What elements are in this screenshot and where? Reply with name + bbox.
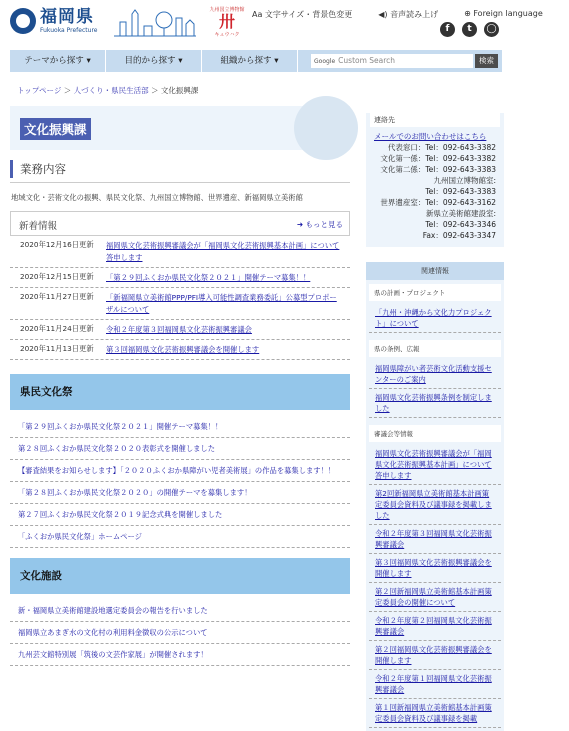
facilities-heading: 文化施設 <box>10 558 350 594</box>
site-logo[interactable] <box>10 8 97 34</box>
line-icon[interactable]: ◯ <box>484 22 499 37</box>
text-size-link[interactable]: Aa 文字サイズ・背景色変更 <box>252 10 353 19</box>
nav-tab-theme[interactable]: テーマから探す ▾ <box>10 50 106 72</box>
related-link[interactable]: 第２回福岡県文化芸術振興審議会を開催します <box>369 641 501 670</box>
related-link[interactable]: 第３回福岡県文化芸術振興審議会を開催します <box>369 554 501 583</box>
nav-tab-purpose[interactable]: 目的から探す ▾ <box>106 50 202 72</box>
related-link[interactable]: 令和２年度第２回福岡県文化芸術振興審議会 <box>369 612 501 641</box>
news-item: 2020年11月27日更新 「新福岡県立美術館PPP/PFI導入可能性調査業務委託」公募型プロポーザルについて <box>10 288 350 320</box>
facebook-icon[interactable]: f <box>440 22 455 37</box>
related-link[interactable]: 令和２年度第１回福岡県文化芸術振興審議会 <box>369 670 501 699</box>
news-list <box>10 236 350 360</box>
news-link[interactable]: 「新福岡県立美術館PPP/PFI導入可能性調査業務委託」公募型プロポーザルについて <box>106 293 337 314</box>
duties-text: 地域文化・芸術文化の振興、県民文化祭、九州国立博物館、世界遺産、新福岡県立美術館 <box>11 193 303 202</box>
related-group: 審議会等情報 福岡県文化芸術振興審議会が「福岡県文化芸術振興基本計画」について答申します 第2回新福岡県立美術館基本計画策定委員会資料及び議事録を掲載しました 令和２年度第３回福岡県文化芸術振興審議会 第３回福岡県文化芸術振興審議会を開催します 第２回新福岡県立美術館基本計画策定委員会の開催について 令和２年度第２回福岡県文化芸術振興審議会 第２回福岡県文化芸術振興審議会を開催します 令和２年度第１回福岡県文化芸術振興審議会 第１回新福岡県立美術館基本計画策定委員会資料及び議事録を掲載 <box>366 421 504 731</box>
related-link[interactable]: 福岡県文化芸術振興条例を制定しました <box>369 389 501 418</box>
news-link[interactable]: 令和２年度第３回福岡県文化芸術振興審議会 <box>106 325 252 334</box>
read-aloud-link[interactable]: ◀) 音声読み上げ <box>378 10 439 19</box>
news-link[interactable]: 「第２９回ふくおか県民文化祭２０２１」開催テーマ募集！！ <box>106 273 311 282</box>
foreign-language-link[interactable]: ⊕ Foreign language <box>464 9 543 18</box>
museum-logo[interactable]: 九州国立博物館 卅 キュウハク <box>209 7 245 38</box>
contact-mail-link[interactable]: メールでのお問い合わせはこちら <box>374 132 487 141</box>
facility-link[interactable]: 福岡県立あまぎ水の文化村の利用料金徴収の公示について <box>18 628 208 637</box>
breadcrumb-current: 文化振興課 <box>160 86 199 95</box>
related-info-title: 関連情報 <box>366 262 504 280</box>
search-input[interactable]: Google Custom Search <box>311 54 473 68</box>
kenmin-link[interactable]: 第２７回ふくおか県民文化祭２０１９記念式典を開催しました <box>18 510 223 519</box>
contact-box: 連絡先 メールでのお問い合わせはこちら 代表窓口：Tel：092-643-3382 文化第一係：Tel：092-643-3382 文化第二係：Tel：092-643-3383 九州国立博物館室: Tel：092-643-3383 世界遺産室：Tel：092-643-3162 新県立美術館建設室: Tel：092-643-3346 Fax：092-643-3347 <box>366 113 504 247</box>
related-group: 県の計画・プロジェクト 「九州・沖縄から文化力プロジェクト」について <box>366 280 504 336</box>
site-name-jp: 福岡県 <box>40 6 94 27</box>
plum-decoration-icon <box>294 96 358 160</box>
prefecture-emblem-icon <box>10 8 36 34</box>
main-content <box>10 106 350 666</box>
related-link[interactable]: 福岡県障がい者芸術文化活動支援センターのご案内 <box>369 360 501 389</box>
breadcrumb-department[interactable]: 人づくり・県民生活部 <box>73 86 149 95</box>
breadcrumb-home[interactable]: トップページ <box>17 86 62 95</box>
news-item: 2020年12月15日更新 「第２９回ふくおか県民文化祭２０２１」開催テーマ募集！！ <box>10 268 350 288</box>
page-title-bar <box>10 106 350 150</box>
site-header <box>0 0 543 46</box>
news-item: 2020年11月24日更新 令和２年度第３回福岡県文化芸術振興審議会 <box>10 320 350 340</box>
kenmin-link[interactable]: 「ふくおか県民文化祭」ホームページ <box>18 532 142 541</box>
news-link[interactable]: 福岡県文化芸術振興審議会が「福岡県文化芸術振興基本計画」について答申します <box>106 241 340 262</box>
page-title: 文化振興課 <box>20 118 91 140</box>
site-name-en: Fukuoka Prefecture <box>40 26 98 34</box>
news-item: 2020年11月13日更新 第３回福岡県文化芸術振興審議会を開催します <box>10 340 350 360</box>
related-link[interactable]: 第１回新福岡県立美術館基本計画策定委員会資料及び議事録を掲載 <box>369 699 501 728</box>
arrow-right-icon: ➜ <box>296 220 304 229</box>
kenmin-list <box>10 416 350 548</box>
duties-heading: 業務内容 <box>10 160 350 178</box>
kenmin-link[interactable]: 「第２９回ふくおか県民文化祭２０２１」開催テーマ募集！！ <box>18 422 223 431</box>
twitter-icon[interactable]: t <box>462 22 477 37</box>
facility-link[interactable]: 九州芸文館特別展「筑後の文芸作家展」が開催されます！ <box>18 650 208 659</box>
skyline-illustration-icon <box>112 6 198 40</box>
related-link[interactable]: 「九州・沖縄から文化力プロジェクト」について <box>369 304 501 333</box>
breadcrumb: トップページ ＞ 人づくり・県民生活部 ＞ 文化振興課 <box>17 86 199 95</box>
news-link[interactable]: 第３回福岡県文化芸術振興審議会を開催します <box>106 345 260 354</box>
related-link[interactable]: 福岡県文化芸術振興審議会が「福岡県文化芸術振興基本計画」について答申します <box>369 445 501 485</box>
kenmin-link[interactable]: 第２８回ふくおか県民文化祭２０２０表彰式を開催しました <box>18 444 216 453</box>
news-heading: 新着情報 <box>19 221 58 232</box>
sidebar <box>366 109 504 731</box>
news-item: 2020年12月16日更新 福岡県文化芸術振興審議会が「福岡県文化芸術振興基本計画」について答申します <box>10 236 350 268</box>
search-button[interactable]: 検索 <box>475 54 498 68</box>
contact-title: 連絡先 <box>370 113 500 127</box>
more-news-link[interactable]: ➜ もっと見る <box>296 220 343 229</box>
kenmin-link[interactable]: 【審査結果をお知らせします】「２０２０ふくおか県障がい児者美術展」の作品を募集します！！ <box>18 466 336 475</box>
related-link[interactable]: 第2回新福岡県立美術館基本計画策定委員会資料及び議事録を掲載しました <box>369 485 501 525</box>
news-header <box>10 211 350 235</box>
related-group: 県の条例、広報 福岡県障がい者芸術文化活動支援センターのご案内 福岡県文化芸術振興条例を制定しました <box>366 336 504 421</box>
kenmin-link[interactable]: 「第２８回ふくおか県民文化祭２０２０」の開催テーマを募集します！ <box>18 488 252 497</box>
related-link[interactable]: 第２回新福岡県立美術館基本計画策定委員会の開催について <box>369 583 501 612</box>
nav-tab-organization[interactable]: 組織から探す ▾ <box>202 50 298 72</box>
facilities-list <box>10 600 350 666</box>
facility-link[interactable]: 新・福岡県立美術館建設地選定委員会の報告を行いました <box>18 606 208 615</box>
related-link[interactable]: 令和２年度第３回福岡県文化芸術振興審議会 <box>369 525 501 554</box>
kenmin-heading: 県民文化祭 <box>10 374 350 410</box>
